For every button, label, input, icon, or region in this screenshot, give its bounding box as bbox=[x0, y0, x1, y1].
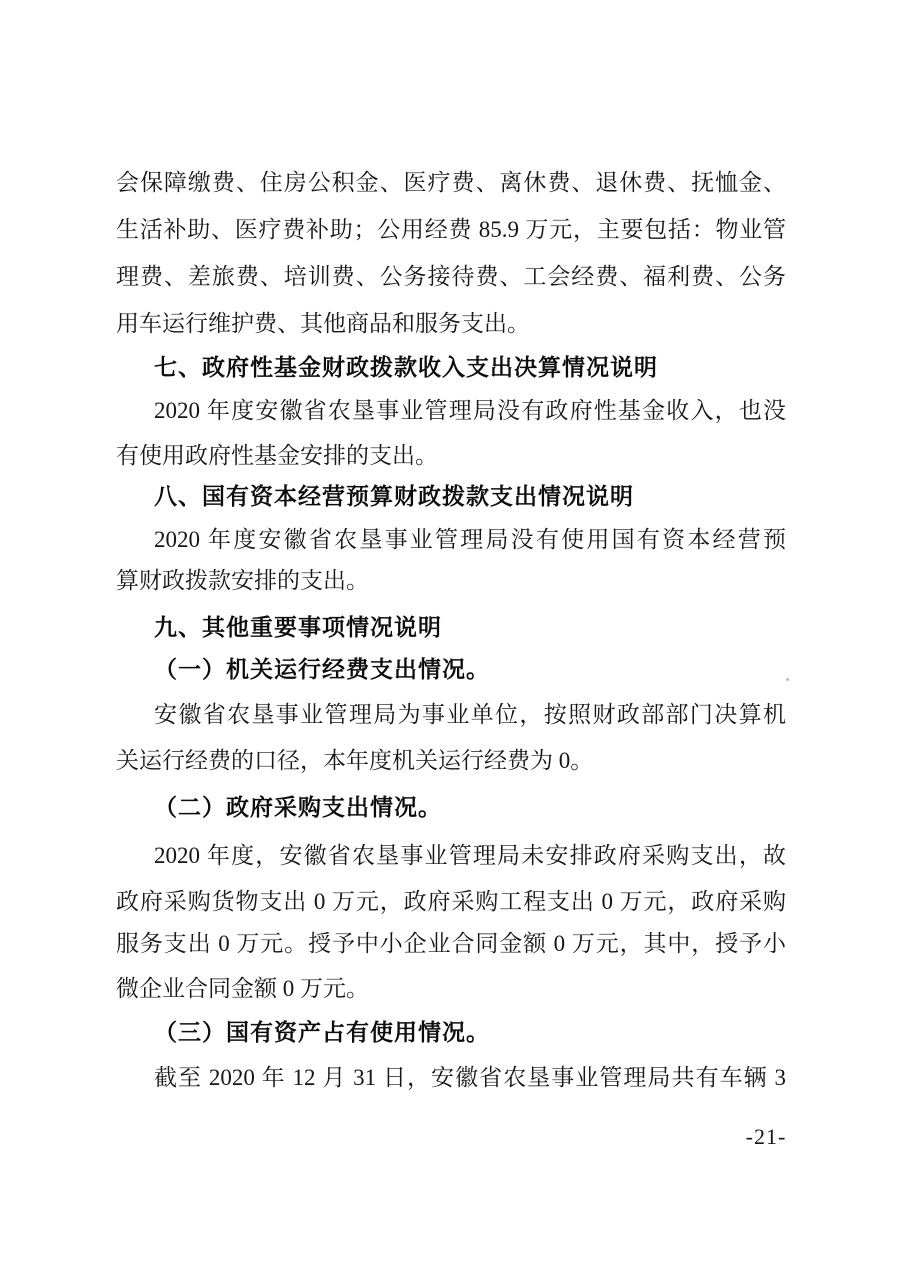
heading-subsection-3: （三）国有资产占有使用情况。 bbox=[154, 1020, 490, 1046]
scan-speck bbox=[786, 678, 789, 681]
text-line: 理费、差旅费、培训费、公务接待费、工会经费、福利费、公务 bbox=[116, 264, 786, 289]
heading-section-8: 八、国有资本经营预算财政拨款支出情况说明 bbox=[154, 484, 634, 510]
text-line: 有使用政府性基金安排的支出。 bbox=[116, 443, 438, 468]
text-line: 服务支出 0 万元。授予中小企业合同金额 0 万元，其中，授予小 bbox=[116, 931, 786, 956]
text-line: 关运行经费的口径，本年度机关运行经费为 0。 bbox=[116, 748, 594, 773]
text-line: 算财政拨款安排的支出。 bbox=[116, 568, 369, 593]
text-line: 会保障缴费、住房公积金、医疗费、离休费、退休费、抚恤金、 bbox=[116, 170, 786, 195]
heading-section-9: 九、其他重要事项情况说明 bbox=[154, 615, 442, 641]
text-line: 2020 年度安徽省农垦事业管理局没有政府性基金收入，也没 bbox=[154, 398, 786, 423]
text-line: 2020 年度，安徽省农垦事业管理局未安排政府采购支出，故 bbox=[154, 843, 786, 868]
text-line: 生活补助、医疗费补助；公用经费 85.9 万元，主要包括：物业管 bbox=[116, 217, 786, 242]
page-number: -21- bbox=[745, 1124, 787, 1149]
text-line: 微企业合同金额 0 万元。 bbox=[116, 976, 369, 1001]
heading-subsection-2: （二）政府采购支出情况。 bbox=[154, 795, 442, 821]
heading-section-7: 七、政府性基金财政拨款收入支出决算情况说明 bbox=[154, 355, 658, 381]
text-line: 截至 2020 年 12 月 31 日，安徽省农垦事业管理局共有车辆 3 bbox=[154, 1065, 786, 1090]
text-line: 安徽省农垦事业管理局为事业单位，按照财政部部门决算机 bbox=[154, 702, 786, 727]
heading-subsection-1: （一）机关运行经费支出情况。 bbox=[154, 657, 490, 683]
text-line: 用车运行维护费、其他商品和服务支出。 bbox=[116, 311, 530, 336]
text-line: 2020 年度安徽省农垦事业管理局没有使用国有资本经营预 bbox=[154, 527, 786, 552]
text-line: 政府采购货物支出 0 万元，政府采购工程支出 0 万元，政府采购 bbox=[116, 889, 786, 914]
